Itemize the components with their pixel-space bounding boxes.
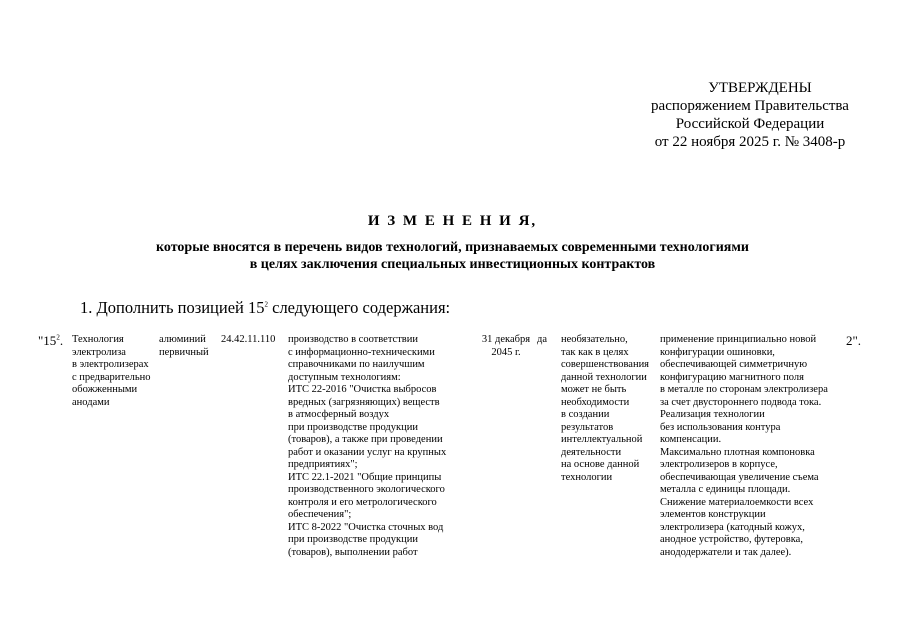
level-value: 2 (846, 333, 853, 348)
position-dot: . (59, 333, 64, 348)
position-number (38, 333, 63, 349)
level-cell (846, 333, 861, 349)
position-superscript: 2 (56, 333, 60, 342)
subtitle-line-2: в целях заключения специальных инвестиционных контрактов (249, 257, 656, 272)
instruction-text-after: следующего содержания: (268, 298, 451, 317)
deadline-cell: 31 декабря 2045 г. (481, 334, 531, 358)
approval-date-number: от 22 ноября 2025 г. № 3408-р (654, 134, 846, 150)
product-cell: алюминий первичный (159, 334, 209, 358)
rights-cell: необязательно, так как в целях совершенствования данной технологии может не быть необходимости в создании результатов интеллектуальной деятельности на основе данной технологии (561, 334, 650, 483)
instruction-paragraph (80, 298, 450, 318)
subtitle-line-1: которые вносятся в перечень видов технологий, признаваемых современными технологиями (156, 240, 749, 255)
instruction-superscript: 2 (264, 300, 268, 309)
document-titles (0, 212, 905, 273)
close-quote: ". (852, 333, 862, 348)
document-subtitle (0, 239, 905, 273)
requirements-cell: производство в соответствии с информационно-техническими справочниками по наилучшим доступным технологиям: ИТС 22-2016 "Очистка выбросов вредных (загрязняющих) веществ в атмосферный воздух при производстве продукции (товаров), а также при проведении работ и оказании услуг на крупных предприятиях"; ИТС 22.1-2021 "Общие принципы производственного экологического контроля и его метрологического обеспечения"; ИТС 8-2022 "Очистка сточных вод при производстве продукции (товаров), выполнении работ (288, 334, 447, 558)
position-open-quote: "15 (38, 333, 57, 348)
technology-cell: Технология электролиза в электролизерах с предварительно обожженными анодами (72, 334, 151, 408)
document-title: И З М Е Н Е Н И Я, (367, 213, 538, 229)
approval-block (600, 79, 900, 151)
instruction-text-before: 1. Дополнить позицией 15 (80, 298, 265, 317)
code-cell: 24.42.11.110 (221, 334, 276, 345)
approval-heading: УТВЕРЖДЕНЫ (708, 80, 812, 96)
flag-cell: да (537, 334, 548, 345)
approval-authority: распоряжением Правительства (651, 98, 849, 114)
approval-country: Российской Федерации (675, 116, 825, 132)
features-cell: применение принципиально новой конфигурации ошиновки, обеспечивающей симметричную конфигурацию магнитного поля в металле по сторонам электролизера за счет двустороннего подвода тока. Реализация технологии без использования контура компенсации. Максимально плотная компоновка электролизеров в корпусе, обеспечивающая увеличение съема металла с единицы площади. Снижение материалоемкости всех элементов конструкции электролизера (катодный кожух, анодное устройство, футеровка, анододержатели и так далее). (660, 334, 828, 558)
